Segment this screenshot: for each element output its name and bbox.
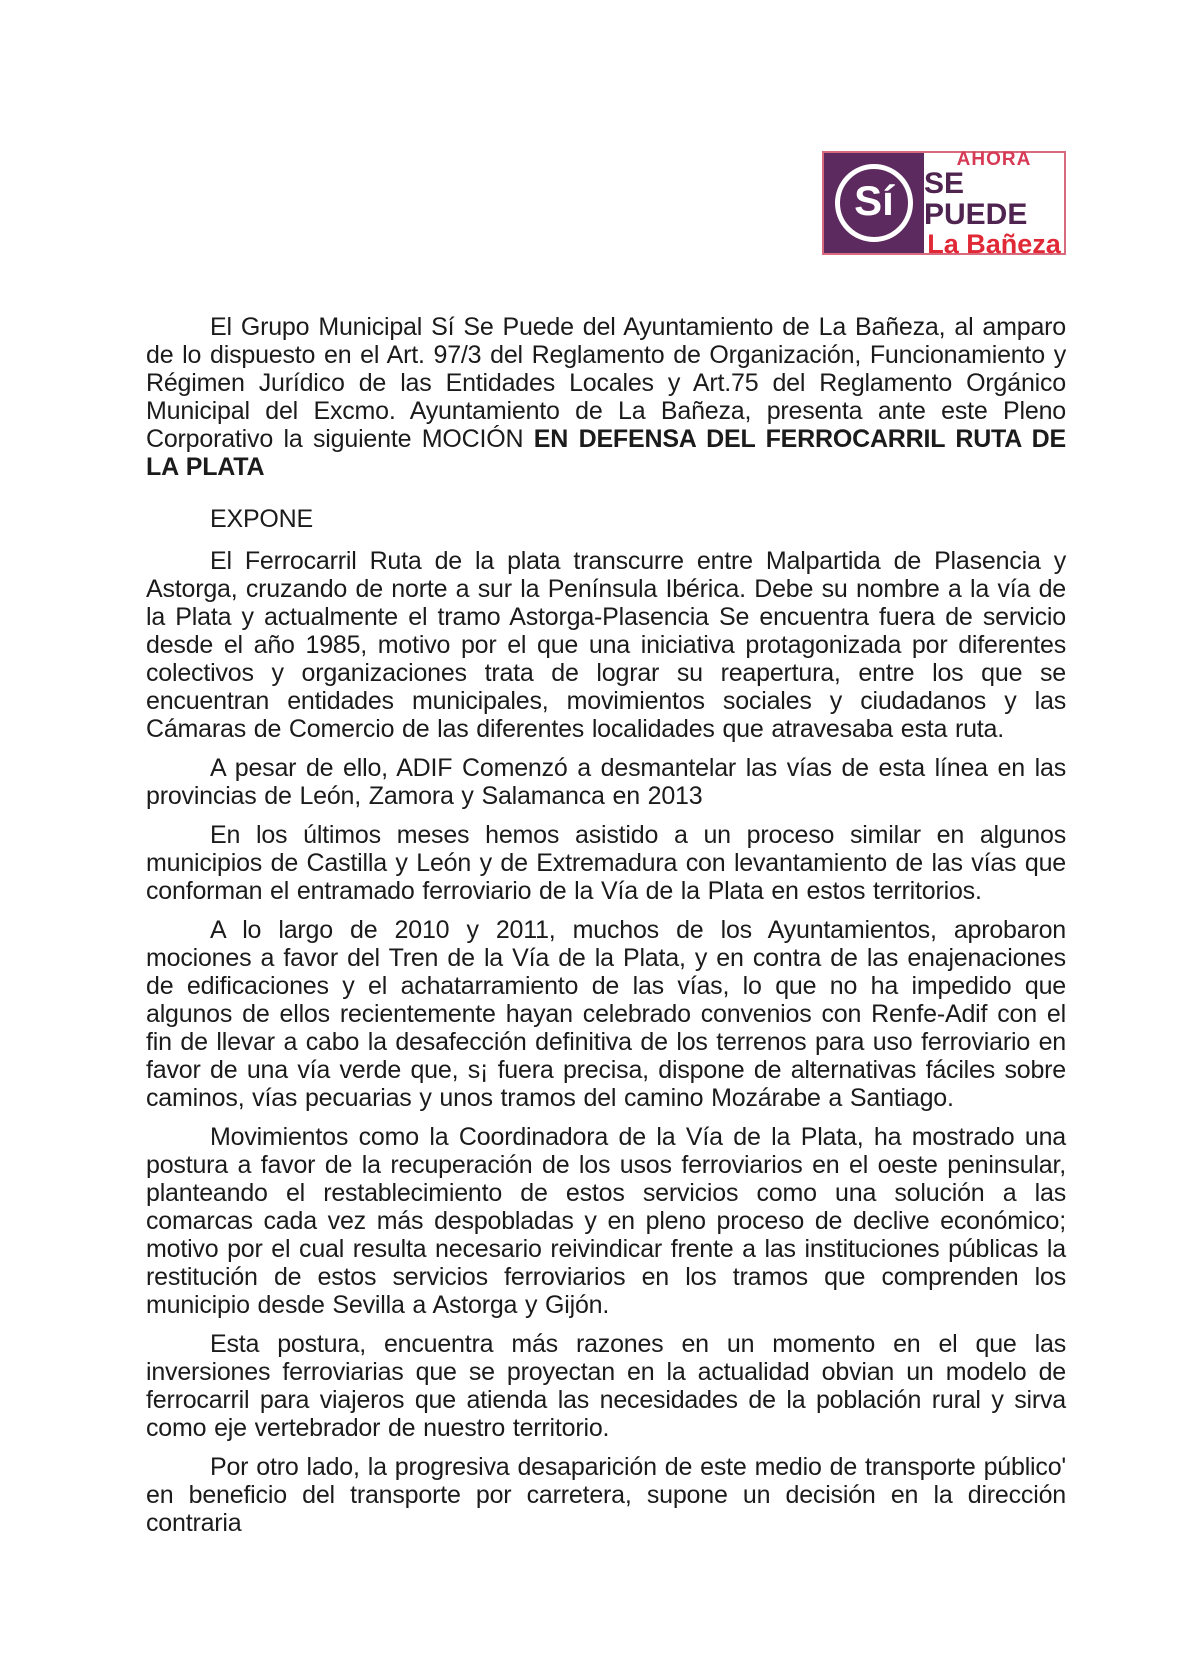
body-paragraph: Por otro lado, la progresiva desaparición de este medio de transporte público' en beneficio del transporte por carretera, supone un decisión en la dirección contraria xyxy=(146,1453,1066,1537)
body-paragraph: En los últimos meses hemos asistido a un proceso similar en algunos municipios de Castilla y León y de Extremadura con levantamiento de las vías que conforman el entramado ferroviario de la Vía de la Plata en estos territorios. xyxy=(146,821,1066,905)
body-paragraph: Movimientos como la Coordinadora de la Vía de la Plata, ha mostrado una postura a favor de la recuperación de los usos ferroviarios en el oeste peninsular, planteando el restablecimiento de estos servicios como una solución a las comarcas cada vez más despobladas y en pleno proceso de declive económico; motivo por el cual resulta necesario reivindicar frente a las instituciones públicas la restitución de estos servicios ferroviarios en los tramos que comprenden los municipio desde Sevilla a Astorga y Gijón. xyxy=(146,1123,1066,1319)
logo-ahora-text: AHORA xyxy=(956,148,1032,170)
expone-heading: EXPONE xyxy=(210,505,313,533)
body-paragraph: A pesar de ello, ADIF Comenzó a desmantelar las vías de esta línea en las provincias de León, Zamora y Salamanca en 2013 xyxy=(146,754,1066,810)
si-se-puede-logo xyxy=(822,148,1066,259)
logo-la-baneza-text: La Bañeza xyxy=(927,228,1061,259)
body-paragraph: El Ferrocarril Ruta de la plata transcurre entre Malpartida de Plasencia y Astorga, cruzando de norte a sur la Península Ibérica. Debe su nombre a la vía de la Plata y actualmente el tramo Astorga-Plasencia Se encuentra fuera de servicio desde el año 1985, motivo por el que una iniciativa protagonizada por diferentes colectivos y organizaciones trata de lograr su reapertura, entre los que se encuentran entidades municipales, movimientos sociales y ciudadanos y las Cámaras de Comercio de las diferentes localidades que atravesaba esta ruta. xyxy=(146,547,1066,743)
si-badge-icon xyxy=(835,164,913,242)
body-paragraph: A lo largo de 2010 y 2011, muchos de los Ayuntamientos, aprobaron mociones a favor del Tren de la Vía de la Plata, y en contra de las enajenaciones de edificaciones y el achatarramiento de las vías, lo que no ha impedido que algunos de ellos recientemente hayan celebrado convenios con Renfe-Adif con el fin de llevar a cabo la desafección definitiva de los terrenos para uso ferroviario en favor de una vía verde que, s¡ fuera precisa, dispone de alternativas fáciles sobre caminos, vías pecuarias y unos tramos del camino Mozárabe a Santiago. xyxy=(146,916,1066,1112)
si-badge-text: Sí xyxy=(854,177,894,224)
logo-wordmark xyxy=(924,148,1064,259)
motion-title-bold: EN DEFENSA DEL FERROCARRIL RUTA DE LA PLATA xyxy=(146,425,1066,481)
intro-text: El Grupo Municipal Sí Se Puede del Ayuntamiento de La Bañeza, al amparo de lo dispuesto en el Art. 97/3 del Reglamento de Organización, Funcionamiento y Régimen Jurídico de las Entidades Locales y Art.75 del Reglamento Orgánico Municipal del Excmo. Ayuntamiento de La Bañeza, presenta ante este Pleno Corporativo la siguiente MOCIÓN xyxy=(146,313,1066,453)
logo-se-puede-text: SE PUEDE xyxy=(924,167,1028,231)
body-paragraph: Esta postura, encuentra más razones en un momento en el que las inversiones ferroviarias que se proyectan en la actualidad obvian un modelo de ferrocarril para viajeros que atienda las necesidades de la población rural y sirva como eje vertebrador de nuestro territorio. xyxy=(146,1330,1066,1442)
document-body xyxy=(146,547,1066,1537)
intro-paragraph xyxy=(146,313,1066,481)
logo-purple-square xyxy=(824,153,924,253)
